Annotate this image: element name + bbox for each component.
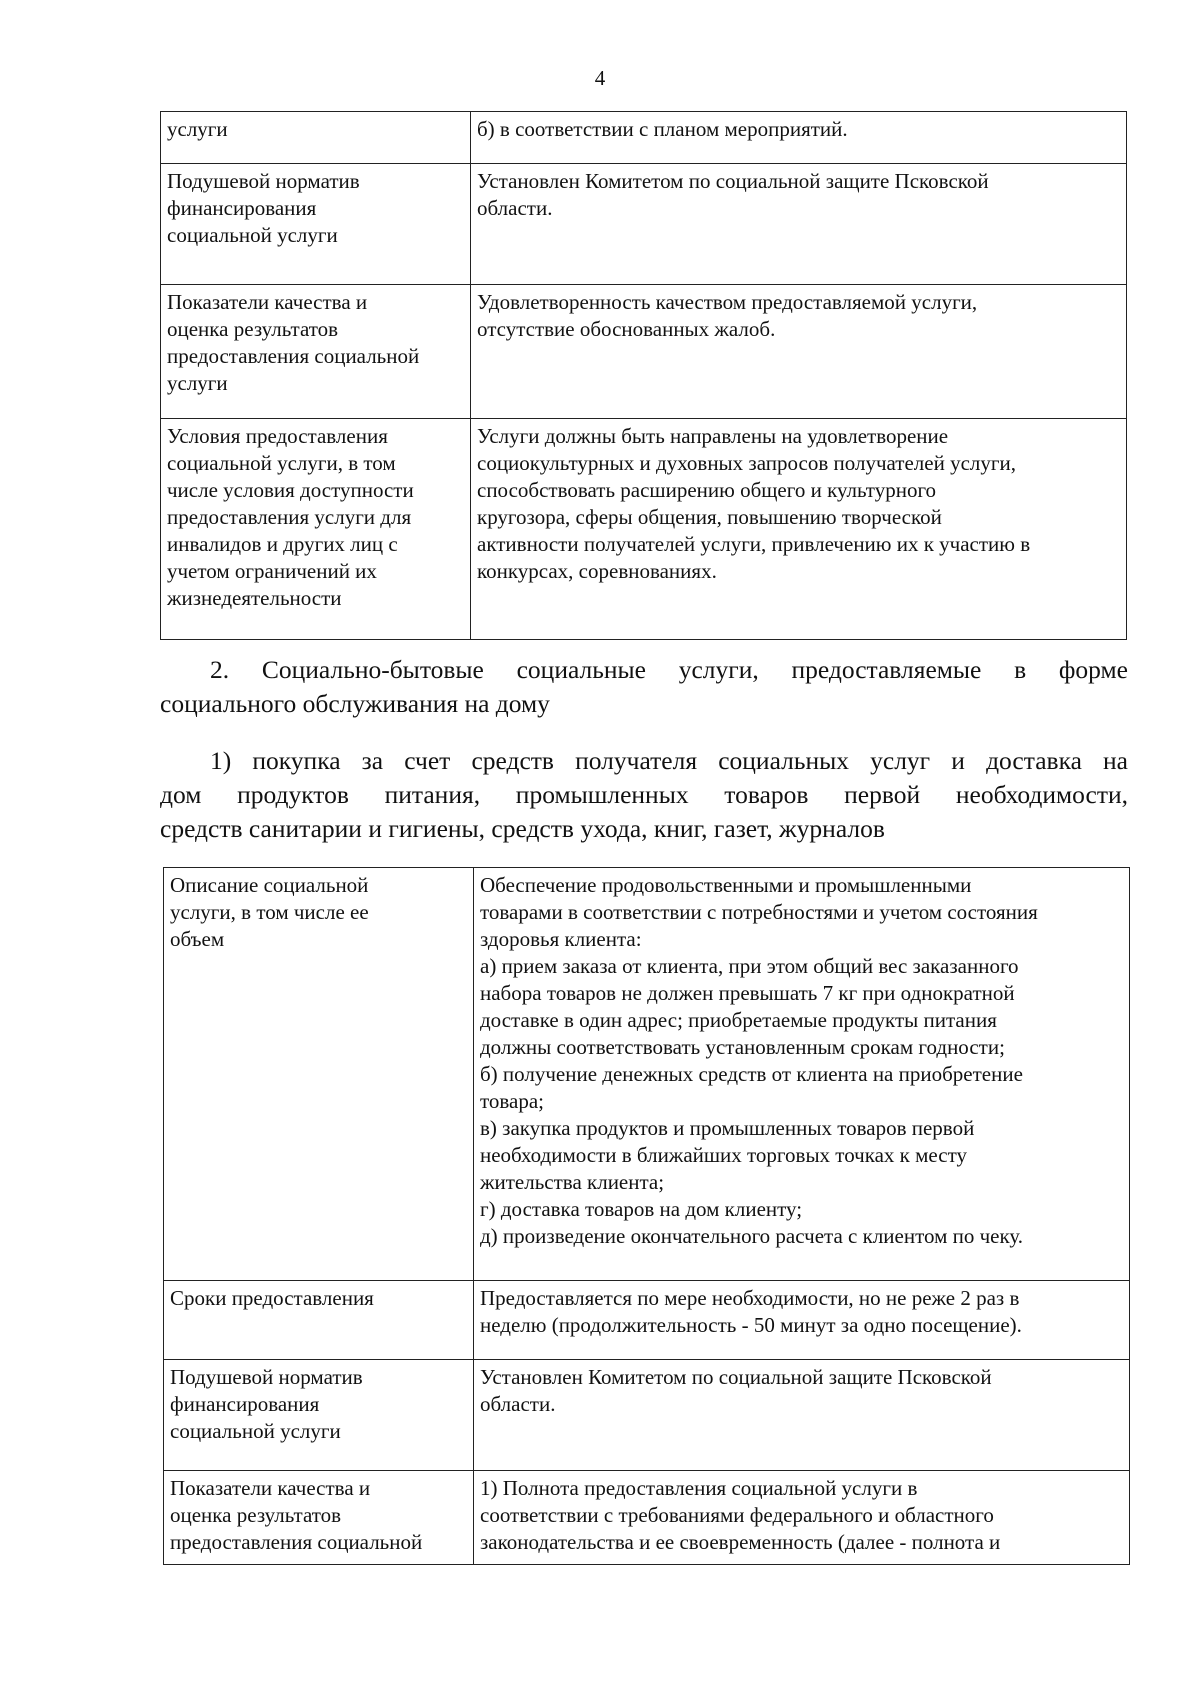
row-label-cell bbox=[161, 285, 471, 419]
row-value-cell bbox=[471, 285, 1127, 419]
row-label-line: Условия предоставления bbox=[167, 424, 388, 448]
row-label-cell bbox=[164, 1360, 474, 1471]
row-label-line: Подушевой норматив bbox=[167, 169, 360, 193]
row-value-line: жительства клиента; bbox=[480, 1170, 665, 1194]
row-label-line: Показатели качества и bbox=[167, 290, 368, 314]
row-label-line: Показатели качества и bbox=[170, 1476, 371, 1500]
paragraph-line: дом продуктов питания, промышленных товаров первой необходимости, bbox=[160, 780, 1128, 809]
row-label-line: финансирования bbox=[170, 1392, 320, 1416]
row-value-line: товарами в соответствии с потребностями и учетом состояния bbox=[480, 900, 1038, 924]
row-label-cell bbox=[161, 164, 471, 285]
row-value-line: Установлен Комитетом по социальной защите Псковской bbox=[480, 1365, 992, 1389]
row-label-line: учетом ограничений их bbox=[167, 559, 377, 583]
row-value-line: 1) Полнота предоставления социальной услуги в bbox=[480, 1476, 918, 1500]
row-label-cell bbox=[161, 112, 471, 164]
row-value-line: Обеспечение продовольственными и промышленными bbox=[480, 873, 972, 897]
row-value-line: Предоставляется по мере необходимости, но не реже 2 раз в bbox=[480, 1286, 1020, 1310]
row-label-line: Сроки предоставления bbox=[170, 1286, 374, 1310]
row-value-cell bbox=[474, 1360, 1130, 1471]
row-value-line: Удовлетворенность качеством предоставляемой услуги, bbox=[477, 290, 978, 314]
row-value-line: должны соответствовать установленным срокам годности; bbox=[480, 1035, 1005, 1059]
section-2-heading bbox=[160, 653, 1128, 721]
table-row bbox=[164, 1360, 1130, 1471]
page-number: 4 bbox=[594, 66, 606, 90]
row-value-line: конкурсах, соревнованиях. bbox=[477, 559, 717, 583]
row-label-cell bbox=[164, 868, 474, 1281]
row-value-line: набора товаров не должен превышать 7 кг при однократной bbox=[480, 981, 1015, 1005]
table-row bbox=[164, 1471, 1130, 1565]
row-label-cell bbox=[161, 419, 471, 640]
row-value-line: а) прием заказа от клиента, при этом общий вес заказанного bbox=[480, 954, 1019, 978]
row-label-line: социальной услуги bbox=[167, 223, 338, 247]
paragraph-line: 2. Социально-бытовые социальные услуги, предоставляемые в форме bbox=[210, 655, 1128, 684]
row-value-cell bbox=[474, 1471, 1130, 1565]
row-value-cell bbox=[471, 112, 1127, 164]
row-value-line: способствовать расширению общего и культурного bbox=[477, 478, 937, 502]
row-value-line: б) получение денежных средств от клиента на приобретение bbox=[480, 1062, 1023, 1086]
row-value-line: д) произведение окончательного расчета с клиентом по чеку. bbox=[480, 1224, 1024, 1248]
row-value-line: доставке в один адрес; приобретаемые продукты питания bbox=[480, 1008, 997, 1032]
row-label-line: оценка результатов bbox=[167, 317, 339, 341]
row-value-line: активности получателей услуги, привлечению их к участию в bbox=[477, 532, 1031, 556]
table-row bbox=[161, 285, 1127, 419]
row-value-line: социокультурных и духовных запросов получателей услуги, bbox=[477, 451, 1016, 475]
paragraph-line: 1) покупка за счет средств получателя социальных услуг и доставка на bbox=[210, 746, 1128, 775]
service-1-table bbox=[163, 867, 1130, 1565]
row-value-cell bbox=[474, 868, 1130, 1281]
row-label-cell bbox=[164, 1281, 474, 1360]
row-label-line: предоставления услуги для bbox=[167, 505, 412, 529]
row-value-line: Установлен Комитетом по социальной защите Псковской bbox=[477, 169, 989, 193]
row-label-line: инвалидов и других лиц с bbox=[167, 532, 398, 556]
row-label-line: Подушевой норматив bbox=[170, 1365, 363, 1389]
row-label-line: социальной услуги, в том bbox=[167, 451, 396, 475]
row-value-cell bbox=[474, 1281, 1130, 1360]
table-row bbox=[164, 1281, 1130, 1360]
table-row bbox=[164, 868, 1130, 1281]
table-row bbox=[161, 419, 1127, 640]
row-label-line: финансирования bbox=[167, 196, 317, 220]
row-value-line: области. bbox=[477, 196, 553, 220]
row-label-line: предоставления социальной bbox=[167, 344, 420, 368]
row-value-line: б) в соответствии с планом мероприятий. bbox=[477, 117, 848, 141]
row-value-line: отсутствие обоснованных жалоб. bbox=[477, 317, 776, 341]
row-label-cell bbox=[164, 1471, 474, 1565]
row-value-line: в) закупка продуктов и промышленных товаров первой bbox=[480, 1116, 975, 1140]
row-value-line: соответствии с требованиями федерального и областного bbox=[480, 1503, 994, 1527]
row-label-line: услуги bbox=[167, 371, 228, 395]
row-value-cell bbox=[471, 164, 1127, 285]
row-value-cell bbox=[471, 419, 1127, 640]
row-value-line: области. bbox=[480, 1392, 556, 1416]
row-value-line: товара; bbox=[480, 1089, 545, 1113]
row-value-line: г) доставка товаров на дом клиенту; bbox=[480, 1197, 803, 1221]
paragraph-line: социального обслуживания на дому bbox=[160, 689, 550, 718]
table-row bbox=[161, 164, 1127, 285]
row-label-line: услуги, в том числе ее bbox=[170, 900, 369, 924]
row-label-line: предоставления социальной bbox=[170, 1530, 423, 1554]
row-label-line: социальной услуги bbox=[170, 1419, 341, 1443]
row-label-line: услуги bbox=[167, 117, 228, 141]
row-value-line: кругозора, сферы общения, повышению творческой bbox=[477, 505, 942, 529]
row-value-line: необходимости в ближайших торговых точках к месту bbox=[480, 1143, 967, 1167]
row-value-line: здоровья клиента: bbox=[480, 927, 642, 951]
services-table-continued bbox=[160, 111, 1127, 640]
row-label-line: объем bbox=[170, 927, 225, 951]
row-value-line: законодательства и ее своевременность (далее - полнота и bbox=[480, 1530, 1001, 1554]
row-value-line: Услуги должны быть направлены на удовлетворение bbox=[477, 424, 949, 448]
row-label-line: Описание социальной bbox=[170, 873, 369, 897]
row-label-line: числе условия доступности bbox=[167, 478, 414, 502]
service-item-1-title bbox=[160, 744, 1128, 846]
row-label-line: оценка результатов bbox=[170, 1503, 342, 1527]
paragraph-line: средств санитарии и гигиены, средств ухода, книг, газет, журналов bbox=[160, 814, 885, 843]
row-value-line: неделю (продолжительность - 50 минут за одно посещение). bbox=[480, 1313, 1022, 1337]
table-row bbox=[161, 112, 1127, 164]
row-label-line: жизнедеятельности bbox=[167, 586, 342, 610]
